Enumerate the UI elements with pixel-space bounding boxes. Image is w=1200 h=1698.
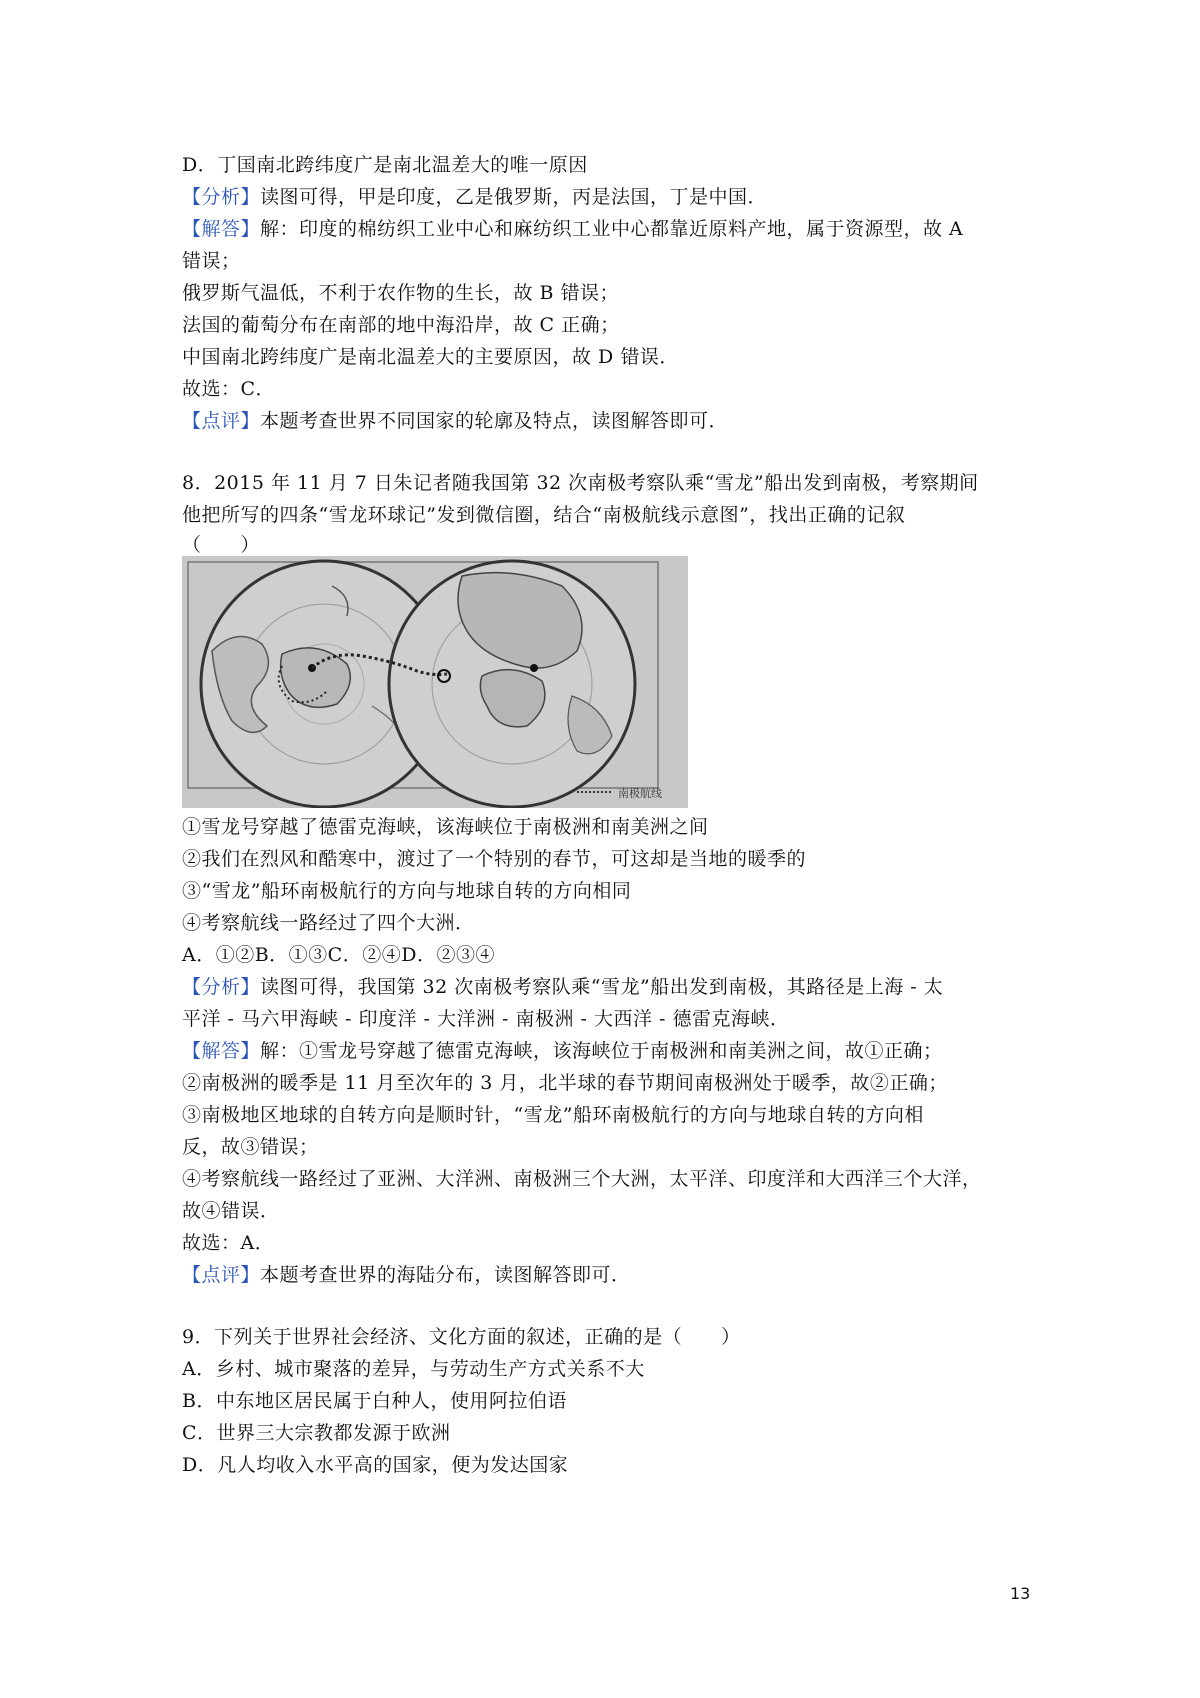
q8-answer-line-6: 故④错误． <box>182 1200 280 1222</box>
q8-statement-2: ②我们在烈风和酷寒中，渡过了一个特别的春节，可这却是当地的暖季的 <box>182 848 807 870</box>
q8-statement-3: ③“雪龙”船环南极航行的方向与地球自转的方向相同 <box>182 880 632 902</box>
q7-answer-text-1: 解：印度的棉纺织工业中心和麻纺织工业中心都靠近原料产地，属于资源型，故 A <box>260 218 964 240</box>
q9-stem: 9．下列关于世界社会经济、文化方面的叙述，正确的是（ ） <box>182 1326 741 1348</box>
q7-answer-line-1 <box>182 218 963 240</box>
q8-analysis-line-2: 平洋 - 马六甲海峡 - 印度洋 - 大洋洲 - 南极洲 - 大西洋 - 德雷克海峡． <box>182 1008 790 1030</box>
q7-comment <box>182 410 728 432</box>
comment-tag: 【点评】 <box>182 410 261 432</box>
q9-option-d: D．凡人均收入水平高的国家，便为发达国家 <box>182 1454 569 1476</box>
q9-option-b: B．中东地区居民属于白种人，使用阿拉伯语 <box>182 1390 567 1412</box>
comment-tag: 【点评】 <box>182 1264 261 1286</box>
q8-stem-line-3: （ ） <box>182 534 261 556</box>
q9-option-a: A．乡村、城市聚落的差异，与劳动生产方式关系不大 <box>182 1358 645 1380</box>
q9-option-c: C．世界三大宗教都发源于欧洲 <box>182 1422 451 1444</box>
q8-answer-line-2: ②南极洲的暖季是 11 月至次年的 3 月，北半球的春节期间南极洲处于暖季，故②正确； <box>182 1072 948 1094</box>
q8-statement-1: ①雪龙号穿越了德雷克海峡，该海峡位于南极洲和南美洲之间 <box>182 816 709 838</box>
analysis-tag: 【分析】 <box>182 186 261 208</box>
map-legend-label: 南极航线 <box>618 787 662 800</box>
q8-stem-line-2: 他把所写的四条“雪龙环球记”发到微信圈，结合“南极航线示意图”，找出正确的记叙 <box>182 504 906 526</box>
q7-answer-line-4: 法国的葡萄分布在南部的地中海沿岸，故 C 正确； <box>182 314 620 336</box>
q8-answer-text-1: 解：①雪龙号穿越了德雷克海峡，该海峡位于南极洲和南美洲之间，故①正确； <box>260 1040 943 1062</box>
q8-answer-line-4: 反，故③错误； <box>182 1136 319 1158</box>
q7-option-d: D．丁国南北跨纬度广是南北温差大的唯一原因 <box>182 154 588 176</box>
q7-answer-line-3: 俄罗斯气温低，不利于农作物的生长，故 B 错误； <box>182 282 620 304</box>
q8-comment-text: 本题考查世界的海陆分布，读图解答即可． <box>260 1264 631 1286</box>
page-number: 13 <box>1010 1584 1031 1603</box>
q7-comment-text: 本题考查世界不同国家的轮廓及特点，读图解答即可． <box>260 410 729 432</box>
q8-answer-line-3: ③南极地区地球的自转方向是顺时针，“雪龙”船环南极航行的方向与地球自转的方向相 <box>182 1104 924 1126</box>
antarctic-route-map <box>182 556 688 808</box>
q8-choice: 故选：A． <box>182 1232 275 1254</box>
q8-comment <box>182 1264 631 1286</box>
q8-analysis-line-1 <box>182 976 943 998</box>
answer-tag: 【解答】 <box>182 218 261 240</box>
analysis-tag: 【分析】 <box>182 976 261 998</box>
q7-analysis <box>182 186 767 208</box>
q8-statement-4: ④考察航线一路经过了四个大洲． <box>182 912 475 934</box>
route-map-graphic <box>182 556 688 808</box>
q7-answer-line-2: 错误； <box>182 250 241 272</box>
q7-analysis-text: 读图可得，甲是印度，乙是俄罗斯，丙是法国，丁是中国． <box>260 186 768 208</box>
q8-answer-line-1 <box>182 1040 943 1062</box>
q8-analysis-text-1: 读图可得，我国第 32 次南极考察队乘“雪龙”船出发到南极，其路径是上海 - 太 <box>260 976 944 998</box>
q8-options: A．①②B．①③C．②④D．②③④ <box>182 944 495 966</box>
q7-choice: 故选：C． <box>182 378 276 400</box>
q8-stem-line-1: 8．2015 年 11 月 7 日朱记者随我国第 32 次南极考察队乘“雪龙”船出发到南极，考察期间 <box>182 472 979 494</box>
answer-tag: 【解答】 <box>182 1040 261 1062</box>
q8-answer-line-5: ④考察航线一路经过了亚洲、大洋洲、南极洲三个大洲，太平洋、印度洋和大西洋三个大洋， <box>182 1168 982 1190</box>
q7-answer-line-5: 中国南北跨纬度广是南北温差大的主要原因，故 D 错误． <box>182 346 679 368</box>
